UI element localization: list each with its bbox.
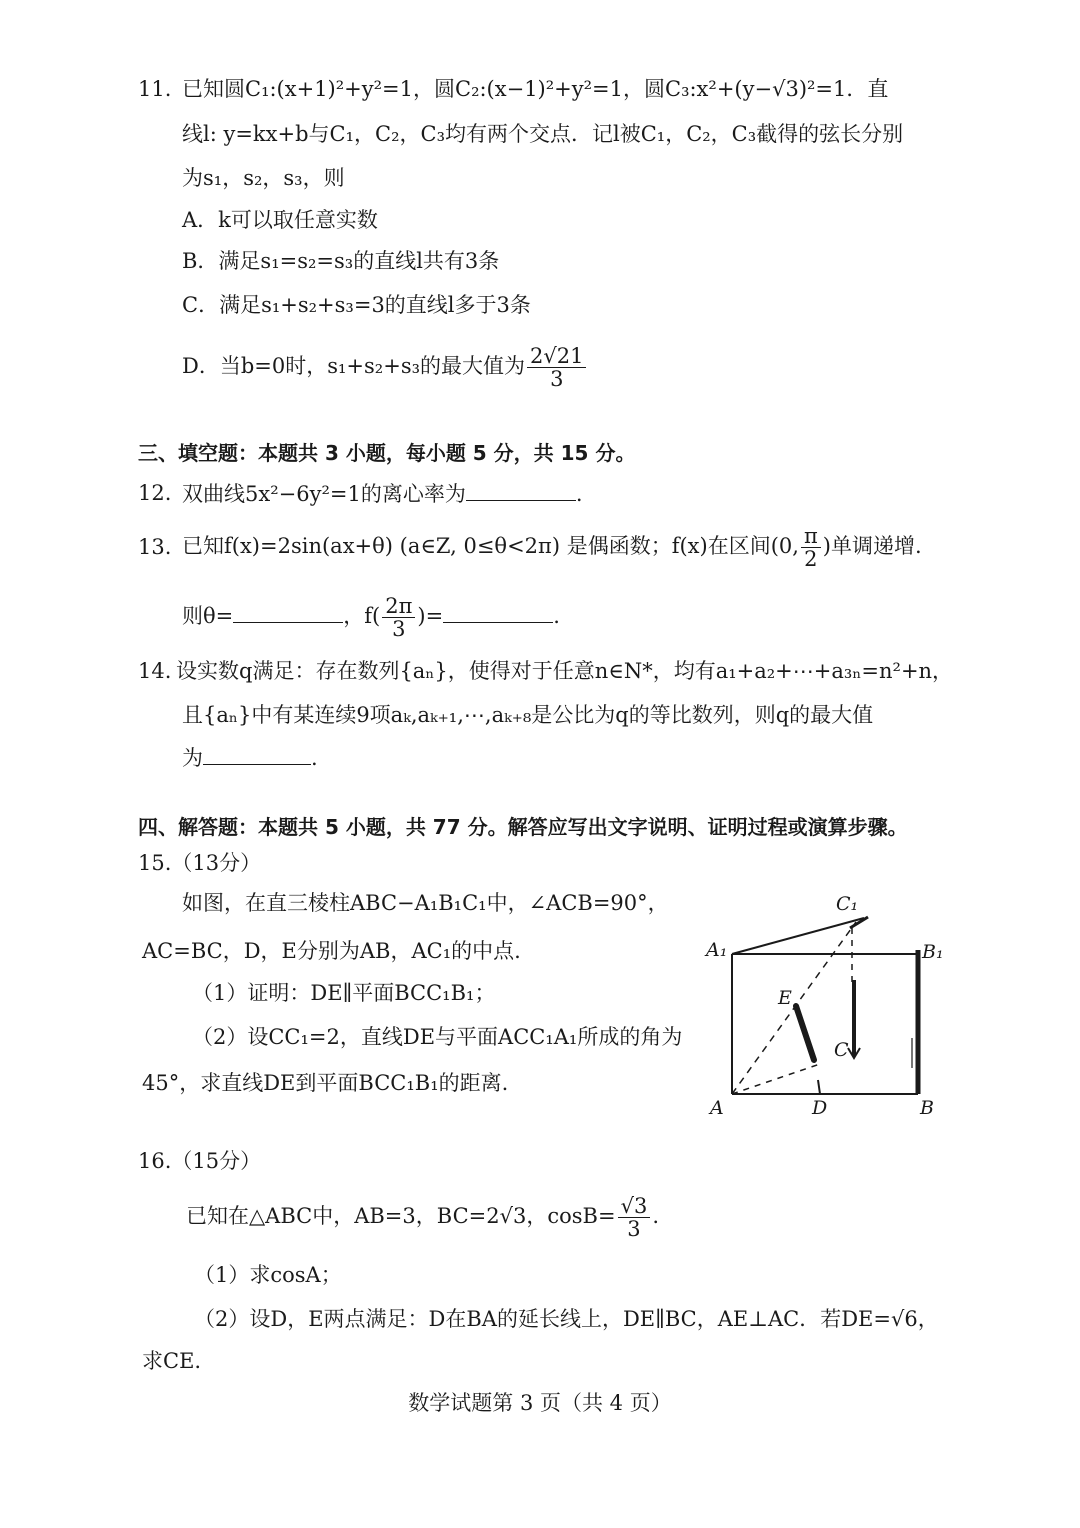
fraction-denominator: 3 [550, 367, 564, 391]
option-d-text: D．当b=0时，s₁+s₂+s₃的最大值为 [182, 354, 526, 378]
question-text-line [186, 1190, 659, 1242]
question-text-line [182, 520, 922, 572]
answer-blank [233, 600, 343, 623]
label-b: B [920, 1097, 934, 1119]
question-text: 已知在△ABC中，AB=3，BC=2√3，cosB= [186, 1204, 616, 1228]
answer-blank [203, 742, 311, 765]
question-header: 15.（13分） [138, 851, 262, 875]
question-text-line: 为s₁，s₂，s₃，则 [182, 166, 345, 190]
label-d: D [812, 1097, 828, 1119]
label-a: A [710, 1097, 724, 1119]
fraction-denominator: 2 [804, 547, 818, 571]
fraction-numerator: 2π [382, 595, 415, 618]
question-text-line: 线l: y=kx+b与C₁，C₂，C₃均有两个交点．记l被C₁，C₂，C₃截得的弦长分别 [182, 122, 904, 146]
tick-d [818, 1080, 820, 1094]
punctuation: . [311, 746, 318, 770]
question-number: 14. [138, 659, 172, 683]
fraction-numerator: 2√21 [527, 345, 586, 368]
answer-label: )= [417, 604, 444, 628]
option-c: C．满足s₁+s₂+s₃=3的直线l多于3条 [182, 293, 531, 317]
fraction-denominator: 3 [392, 617, 406, 641]
label-c: C [834, 1039, 849, 1061]
edge-a1-c1 [732, 918, 864, 954]
option-a: A．k可以取任意实数 [182, 208, 378, 232]
fraction [382, 595, 415, 640]
sub-question-1: （1）证明：DE∥平面BCC₁B₁； [192, 981, 496, 1005]
punctuation: . [575, 482, 583, 506]
prism-figure [700, 888, 960, 1128]
question-text-line: 求CE. [142, 1349, 202, 1373]
answer-line [182, 590, 560, 642]
option-d [182, 340, 588, 392]
answer-label: ，f( [343, 604, 381, 628]
segment-de [796, 1006, 814, 1060]
fraction [527, 345, 586, 390]
segment-a-c [732, 1064, 820, 1094]
label-b1: B₁ [922, 941, 944, 963]
answer-blank [443, 600, 553, 623]
question-text-line [182, 478, 583, 509]
fraction-numerator: π [801, 525, 821, 548]
page-footer: 数学试题第 3 页（共 4 页） [408, 1391, 672, 1415]
question-header: 16.（15分） [138, 1149, 262, 1173]
section-heading: 三、填空题：本题共 3 小题，每小题 5 分，共 15 分。 [138, 441, 636, 465]
question-number: 11. [138, 77, 172, 101]
fraction [801, 525, 821, 570]
question-number: 13. [138, 535, 172, 559]
option-b: B．满足s₁=s₂=s₃的直线l共有3条 [182, 249, 500, 273]
punctuation: . [553, 604, 560, 628]
answer-label: 则θ= [182, 604, 234, 628]
question-text-line: AC=BC，D，E分别为AB，AC₁的中点. [142, 939, 521, 963]
label-a1: A₁ [706, 939, 728, 961]
label-e: E [778, 987, 792, 1009]
question-number: 12. [138, 481, 172, 505]
question-text-line: 且{aₙ}中有某连续9项aₖ,aₖ₊₁,⋯,aₖ₊₈是公比为q的等比数列，则q的最大值 [182, 703, 874, 727]
question-text-line [182, 742, 318, 773]
fraction-numerator: √3 [618, 1195, 651, 1218]
question-text: 已知f(x)=2sin(ax+θ) (a∈Z, 0≤θ<2π) 是偶函数；f(x)在区间(0, [182, 534, 799, 558]
sub-question-2: （2）设CC₁=2，直线DE与平面ACC₁A₁所成的角为 [192, 1025, 683, 1049]
question-text-line: 已知圆C₁:(x+1)²+y²=1，圆C₂:(x−1)²+y²=1，圆C₃:x²+(y−√3)²=1．直 [182, 77, 889, 101]
fraction-denominator: 3 [627, 1217, 641, 1241]
sub-question-2: （2）设D，E两点满足：D在BA的延长线上，DE∥BC，AE⊥AC．若DE=√6， [194, 1307, 939, 1331]
question-text: )单调递增. [822, 534, 922, 558]
fraction [618, 1195, 651, 1240]
label-c1: C₁ [836, 893, 859, 915]
question-text-line: 45°，求直线DE到平面BCC₁B₁的距离. [142, 1071, 509, 1095]
question-text: 为 [182, 746, 203, 770]
question-text: 双曲线5x²−6y²=1的离心率为 [182, 482, 466, 506]
punctuation: . [652, 1204, 659, 1228]
section-heading: 四、解答题：本题共 5 小题，共 77 分。解答应写出文字说明、证明过程或演算步骤。 [138, 815, 908, 839]
question-text-line: 如图，在直三棱柱ABC−A₁B₁C₁中，∠ACB=90°， [182, 891, 669, 915]
answer-blank [466, 478, 576, 501]
sub-question-1: （1）求cosA； [194, 1263, 342, 1287]
question-text-line: 设实数q满足：存在数列{aₙ}，使得对于任意n∈N*，均有a₁+a₂+⋯+a₃ₙ=n²+n， [176, 659, 954, 683]
